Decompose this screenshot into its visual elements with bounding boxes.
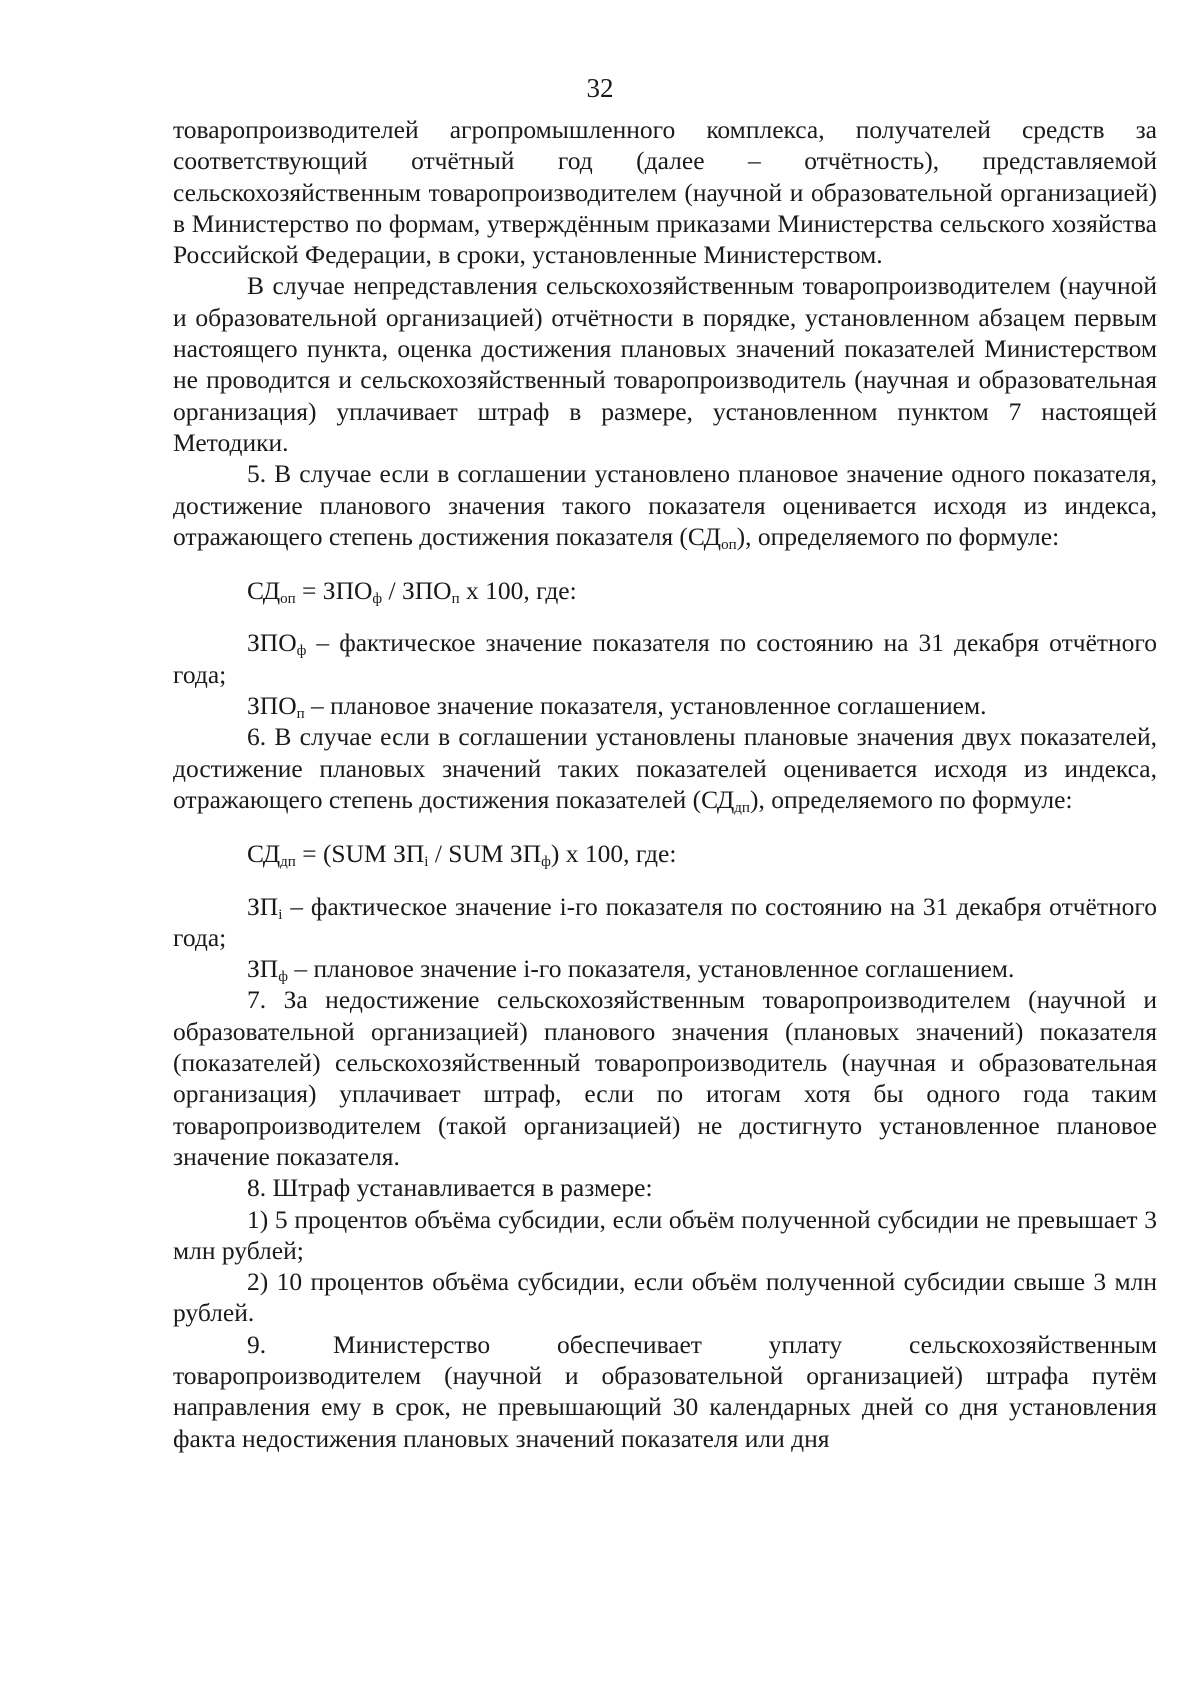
document-body — [173, 114, 1157, 1454]
formula-term: ) x 100, где: — [550, 839, 677, 869]
paragraph-item-6-text: 6. В случае если в соглашении установлены плановые значения двух показателей, достижение плановых значений таких показателей оценивается исходя из индекса, отражающего степень достижения показателей (СД — [173, 722, 1157, 814]
definition-text: – плановое значение i-го показателя, установленное соглашением. — [287, 954, 1015, 984]
paragraph-item-6-tail: ), определяемого по формуле: — [749, 784, 1073, 814]
paragraph-item-5-text: 5. В случае если в соглашении установлено плановое значение одного показателя, достижение планового значения такого показателя оценивается исходя из индекса, отражающего степень достижения показателя (СД — [173, 459, 1157, 551]
definition-symbol: ЗП — [247, 891, 279, 921]
formula-term: = ЗПО — [295, 576, 373, 606]
subscript: i — [278, 906, 283, 923]
subscript: оп — [721, 537, 737, 554]
formula-term: = (SUM ЗП — [295, 839, 425, 869]
definition-zpo-p — [173, 690, 1157, 721]
subscript: дп — [734, 800, 750, 817]
subscript: дп — [280, 854, 296, 871]
formula-sd-op — [173, 575, 1157, 606]
subscript: ф — [541, 854, 551, 871]
paragraph-nonsubmission: В случае непредставления сельскохозяйственным товаропроизводителем (научной и образовательной организацией) отчётности в порядке, установленном абзацем первым настоящего пункта, оценка достижения плановых значений показателей Министерством не проводится и сельскохозяйственный товаропроизводитель (научная и образовательная организация) уплачивает штраф в размере, установленном пунктом 7 настоящей Методики. — [173, 271, 1157, 457]
subscript: ф — [296, 643, 307, 660]
subscript: ф — [372, 591, 383, 608]
formula-sd-dp — [173, 838, 1157, 869]
paragraph-item-7: 7. За недостижение сельскохозяйственным товаропроизводителем (научной и образовательной организацией) планового значения (плановых значений) показателя (показателей) сельскохозяйственный товаропроизводитель (научная и образовательная организация) уплачивает штраф, если по итогам хотя бы одного года таким товаропроизводителем (такой организацией) не достигнуто установленное плановое значение показателя. — [173, 985, 1157, 1171]
subscript: п — [296, 706, 305, 723]
subscript: ф — [278, 969, 288, 986]
definition-text: – плановое значение показателя, установленное соглашением. — [304, 691, 987, 721]
definition-zp-i — [173, 891, 1157, 954]
formula-term: x 100, где: — [459, 576, 577, 606]
paragraph-item-8-2: 2) 10 процентов объёма субсидии, если объём полученной субсидии свыше 3 млн рублей. — [173, 1267, 1157, 1328]
definition-zpo-f — [173, 627, 1157, 690]
paragraph-continuation: товаропроизводителей агропромышленного комплекса, получателей средств за соответствующий отчётный год (далее – отчётность), представляемой сельскохозяйственным товаропроизводителем (научной и образовательной организацией) в Министерство по формам, утверждённым приказами Министерства сельского хозяйства Российской Федерации, в сроки, установленные Министерством. — [173, 115, 1157, 270]
paragraph-item-5-tail: ), определяемого по формуле: — [736, 521, 1060, 551]
definition-text: – фактическое значение i-го показателя по состоянию на 31 декабря отчётного года; — [173, 891, 1157, 952]
formula-term: / ЗПО — [382, 576, 452, 606]
formula-term: / SUM ЗП — [428, 839, 542, 869]
paragraph-item-6 — [173, 721, 1157, 815]
paragraph-item-8-1: 1) 5 процентов объёма субсидии, если объём полученной субсидии не превышает 3 млн рублей; — [173, 1204, 1157, 1265]
definition-symbol: ЗП — [247, 954, 279, 984]
page-number: 32 — [586, 73, 614, 103]
formula-term: СД — [247, 576, 281, 606]
definition-zp-f — [173, 953, 1157, 984]
formula-term: СД — [247, 839, 281, 869]
paragraph-item-8: 8. Штраф устанавливается в размере: — [247, 1173, 653, 1203]
subscript: i — [424, 854, 429, 871]
subscript: п — [451, 591, 460, 608]
subscript: оп — [280, 591, 296, 608]
paragraph-item-5 — [173, 458, 1157, 552]
paragraph-item-9: 9. Министерство обеспечивает уплату сельскохозяйственным товаропроизводителем (научной и образовательной организацией) штрафа путём направления ему в срок, не превышающий 30 календарных дней со дня установления факта недостижения плановых значений показателя или дня — [173, 1329, 1157, 1453]
definition-text: – фактическое значение показателя по состоянию на 31 декабря отчётного года; — [173, 628, 1157, 689]
definition-symbol: ЗПО — [247, 628, 297, 658]
definition-symbol: ЗПО — [247, 691, 297, 721]
